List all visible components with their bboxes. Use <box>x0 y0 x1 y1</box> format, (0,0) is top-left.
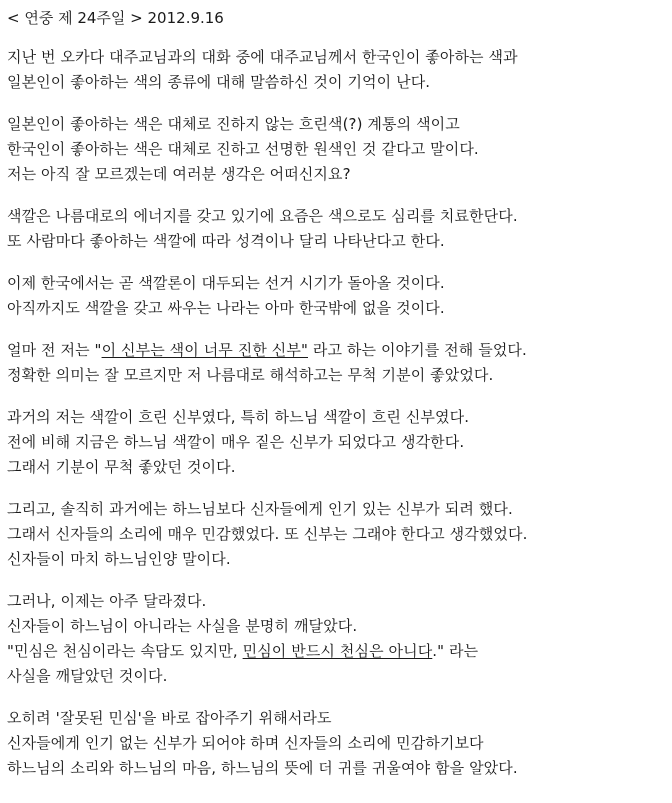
paragraph-line: 이제 한국에서는 곧 색깔론이 대두되는 선거 시기가 돌아올 것이다. <box>7 274 445 292</box>
paragraph-line: 전에 비해 지금은 하느님 색깔이 매우 짙은 신부가 되었다고 생각한다. <box>7 433 465 451</box>
paragraph-line <box>7 338 672 363</box>
paragraph-line: 신자들이 하느님이 아니라는 사실을 분명히 깨달았다. <box>7 617 358 635</box>
paragraph-8 <box>7 589 672 689</box>
paragraph-line: 아직까지도 색깔을 갖고 싸우는 나라는 아마 한국밖에 없을 것이다. <box>7 299 445 317</box>
document-title: < 연중 제 24주일 > 2012.9.16 <box>7 9 224 27</box>
paragraph-line: 지난 번 오카다 대주교님과의 대화 중에 대주교님께서 한국인이 좋아하는 색과 <box>7 48 518 66</box>
paragraph-line: 그래서 기분이 무척 좋았던 것이다. <box>7 458 236 476</box>
paragraph-2 <box>7 112 672 187</box>
paragraph-line: 정확한 의미는 잘 모르지만 저 나름대로 해석하고는 무척 기분이 좋았었다. <box>7 366 494 384</box>
paragraph-line: 일본인이 좋아하는 색은 대체로 진하지 않는 흐린색(?) 계통의 색이고 <box>7 115 460 133</box>
paragraph-line: 사실을 깨달았던 것이다. <box>7 667 168 685</box>
paragraph-5 <box>7 338 672 388</box>
text-segment: 라고 하는 이야기를 전해 들었다. <box>307 341 527 359</box>
paragraph-line: 일본인이 좋아하는 색의 종류에 대해 말씀하신 것이 기억이 난다. <box>7 73 431 91</box>
paragraph-4 <box>7 271 672 321</box>
paragraph-line: 그래서 신자들의 소리에 매우 민감했었다. 또 신부는 그래야 한다고 생각했었다. <box>7 525 528 543</box>
paragraph-line: 그러나, 이제는 아주 달라졌다. <box>7 592 207 610</box>
paragraph-line: 과거의 저는 색깔이 흐린 신부였다, 특히 하느님 색깔이 흐린 신부였다. <box>7 408 470 426</box>
paragraph-line: 또 사람마다 좋아하는 색깔에 따라 성격이나 달리 나타난다고 한다. <box>7 232 445 250</box>
paragraph-line: 저는 아직 잘 모르겠는데 여러분 생각은 어떠신지요? <box>7 165 351 183</box>
underlined-phrase: 민심이 반드시 천심은 아니다 <box>242 642 433 660</box>
text-segment: 얼마 전 저는 " <box>7 341 102 359</box>
paragraph-line: 그리고, 솔직히 과거에는 하느님보다 신자들에게 인기 있는 신부가 되려 했다. <box>7 500 513 518</box>
paragraph-9 <box>7 706 672 781</box>
paragraph-7 <box>7 497 672 572</box>
paragraph-3 <box>7 204 672 254</box>
paragraph-line: 오히려 '잘못된 민심'을 바로 잡아주기 위해서라도 <box>7 709 332 727</box>
paragraph-line: 하느님의 소리와 하느님의 마음, 하느님의 뜻에 더 귀를 귀울여야 함을 알았다. <box>7 759 518 777</box>
paragraph-line <box>7 639 672 664</box>
paragraph-line: 신자들이 마치 하느님인양 말이다. <box>7 550 231 568</box>
paragraph-line: 한국인이 좋아하는 색은 대체로 진하고 선명한 원색인 것 같다고 말이다. <box>7 140 479 158</box>
paragraph-line: 신자들에게 인기 없는 신부가 되어야 하며 신자들의 소리에 민감하기보다 <box>7 734 484 752</box>
paragraph-6 <box>7 405 672 480</box>
paragraph-line: 색깔은 나름대로의 에너지를 갖고 있기에 요즘은 색으로도 심리를 치료한단다. <box>7 207 518 225</box>
underlined-quote: 이 신부는 색이 너무 진한 신부" <box>101 341 308 359</box>
text-segment: ." 라는 <box>432 642 479 660</box>
text-segment: "민심은 천심이라는 속담도 있지만, <box>7 642 243 660</box>
paragraph-1 <box>7 45 672 95</box>
